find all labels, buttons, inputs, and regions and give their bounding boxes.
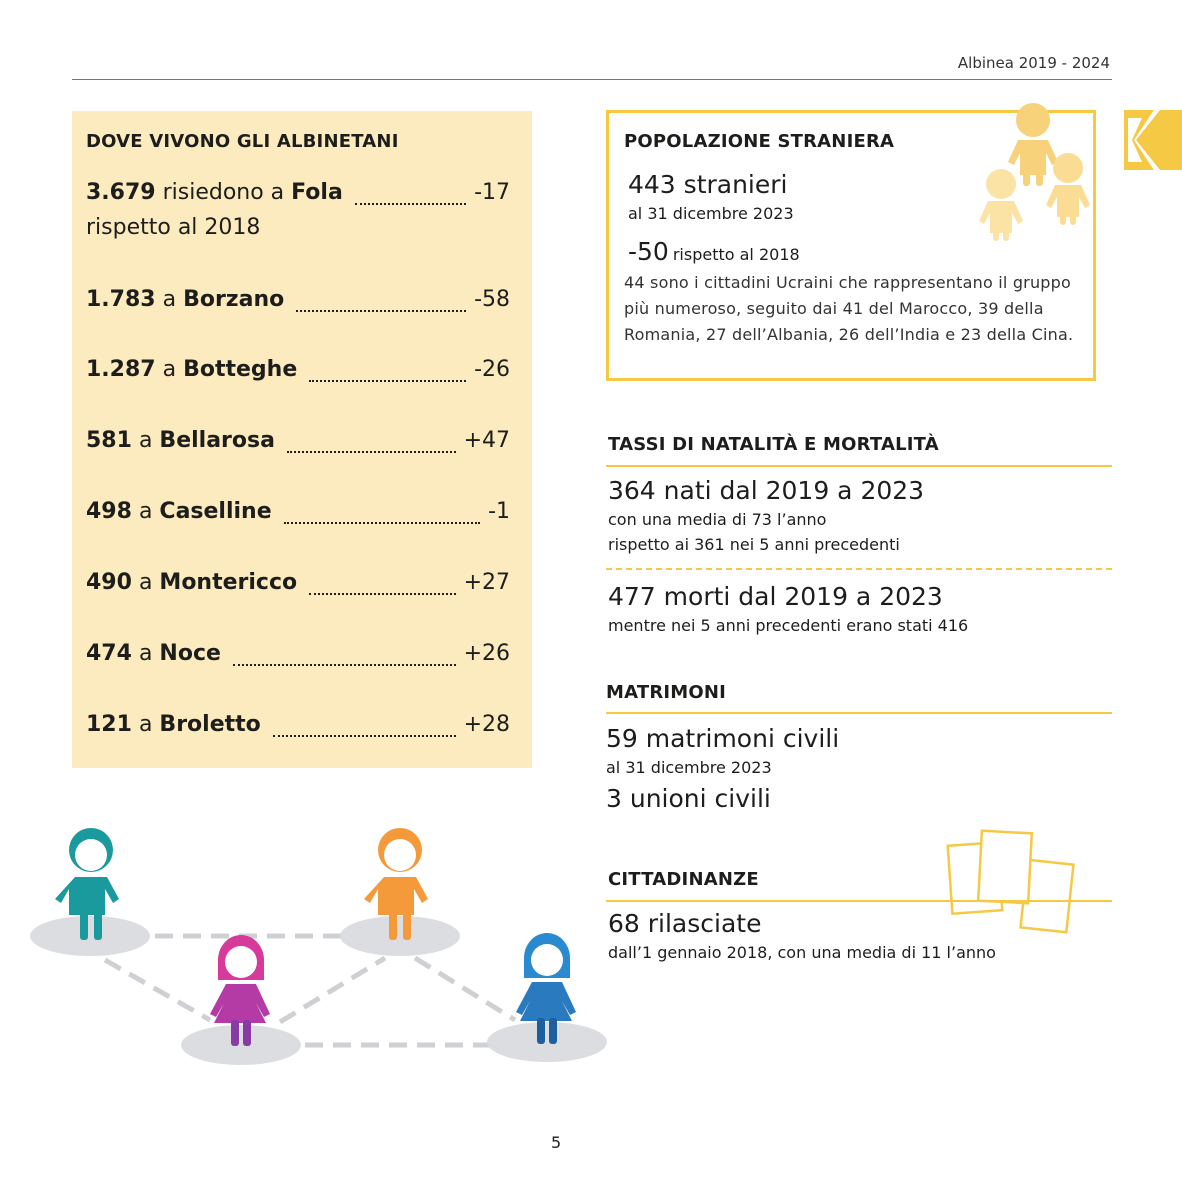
marriages-title: MATRIMONI <box>606 682 727 703</box>
residence-count: 1.783 <box>86 287 156 312</box>
deaths-headline: 477 morti dal 2019 a 2023 <box>608 582 943 611</box>
residence-row-fola-suffix: rispetto al 2018 <box>86 215 261 240</box>
residence-title: DOVE VIVONO GLI ALBINETANI <box>86 131 399 152</box>
citizenship-title: CITTADINANZE <box>608 869 759 890</box>
citizenship-count: 68 rilasciate <box>608 909 762 938</box>
residence-connector: risiedono a <box>162 180 285 205</box>
residence-delta: -1 <box>488 499 510 524</box>
civil-unions-count: 3 unioni civili <box>606 784 771 813</box>
residence-connector: a <box>138 641 153 666</box>
residence-connector: a <box>138 428 153 453</box>
residence-place: Noce <box>159 641 221 666</box>
residence-connector: a <box>138 712 153 737</box>
residence-delta: -58 <box>474 287 510 312</box>
residence-count: 121 <box>86 712 132 737</box>
residence-place: Montericco <box>159 570 298 595</box>
residence-place: Broletto <box>159 712 261 737</box>
page-number: 5 <box>551 1133 562 1152</box>
residence-delta: +47 <box>463 428 510 453</box>
residence-place: Caselline <box>159 499 272 524</box>
births-headline: 364 nati dal 2019 a 2023 <box>608 476 925 505</box>
residence-delta: -17 <box>474 180 510 205</box>
foreign-date: al 31 dicembre 2023 <box>628 204 794 223</box>
header-title: Albinea 2019 - 2024 <box>957 54 1110 72</box>
foreign-population-title: POPOLAZIONE STRANIERA <box>624 131 895 152</box>
births-detail-1: con una media di 73 l’anno <box>608 510 827 529</box>
residence-count: 581 <box>86 428 132 453</box>
residence-delta: +27 <box>463 570 510 595</box>
children-icon <box>970 100 1090 245</box>
foreign-note: 44 sono i cittadini Ucraini che rappresentano il gruppo più numeroso, seguito dai 41 del Marocco, 39 della Romania, 27 dell’Albania, 26 dell’India e 23 della Cina. <box>624 273 1074 344</box>
residence-count: 3.679 <box>86 180 156 205</box>
marriages-count: 59 matrimoni civili <box>606 724 840 753</box>
brand-logo-icon <box>1124 110 1182 172</box>
citizenship-divider <box>606 900 1112 902</box>
foreign-change-value: -50 <box>628 237 669 266</box>
residence-count: 1.287 <box>86 357 156 382</box>
residence-delta: +28 <box>463 712 510 737</box>
residence-place: Bellarosa <box>159 428 275 453</box>
residence-connector: a <box>162 357 177 382</box>
foreign-change <box>628 237 800 266</box>
natality-divider <box>606 465 1112 467</box>
residence-connector: a <box>138 499 153 524</box>
network-dashed-lines <box>105 936 515 1045</box>
residence-place: Fola <box>291 180 343 205</box>
foreign-change-suffix: rispetto al 2018 <box>672 245 800 264</box>
births-detail-2: rispetto ai 361 nei 5 anni precedenti <box>608 535 900 554</box>
residence-connector: a <box>162 287 177 312</box>
residence-count: 498 <box>86 499 132 524</box>
citizenship-detail: dall’1 gennaio 2018, con una media di 11 l’anno <box>608 943 996 962</box>
residence-connector: a <box>138 570 153 595</box>
residence-delta: -26 <box>474 357 510 382</box>
residence-place: Botteghe <box>183 357 298 382</box>
residence-place: Borzano <box>183 287 285 312</box>
natality-title: TASSI DI NATALITÀ E MORTALITÀ <box>608 434 939 455</box>
deaths-detail: mentre nei 5 anni precedenti erano stati 416 <box>608 616 969 635</box>
documents-icon <box>940 828 1080 938</box>
marriages-date: al 31 dicembre 2023 <box>606 758 772 777</box>
residence-count: 474 <box>86 641 132 666</box>
marriages-divider <box>606 712 1112 714</box>
natality-dashed-divider <box>606 568 1112 570</box>
foreign-count: 443 stranieri <box>628 170 788 199</box>
residence-delta: +26 <box>463 641 510 666</box>
residence-count: 490 <box>86 570 132 595</box>
